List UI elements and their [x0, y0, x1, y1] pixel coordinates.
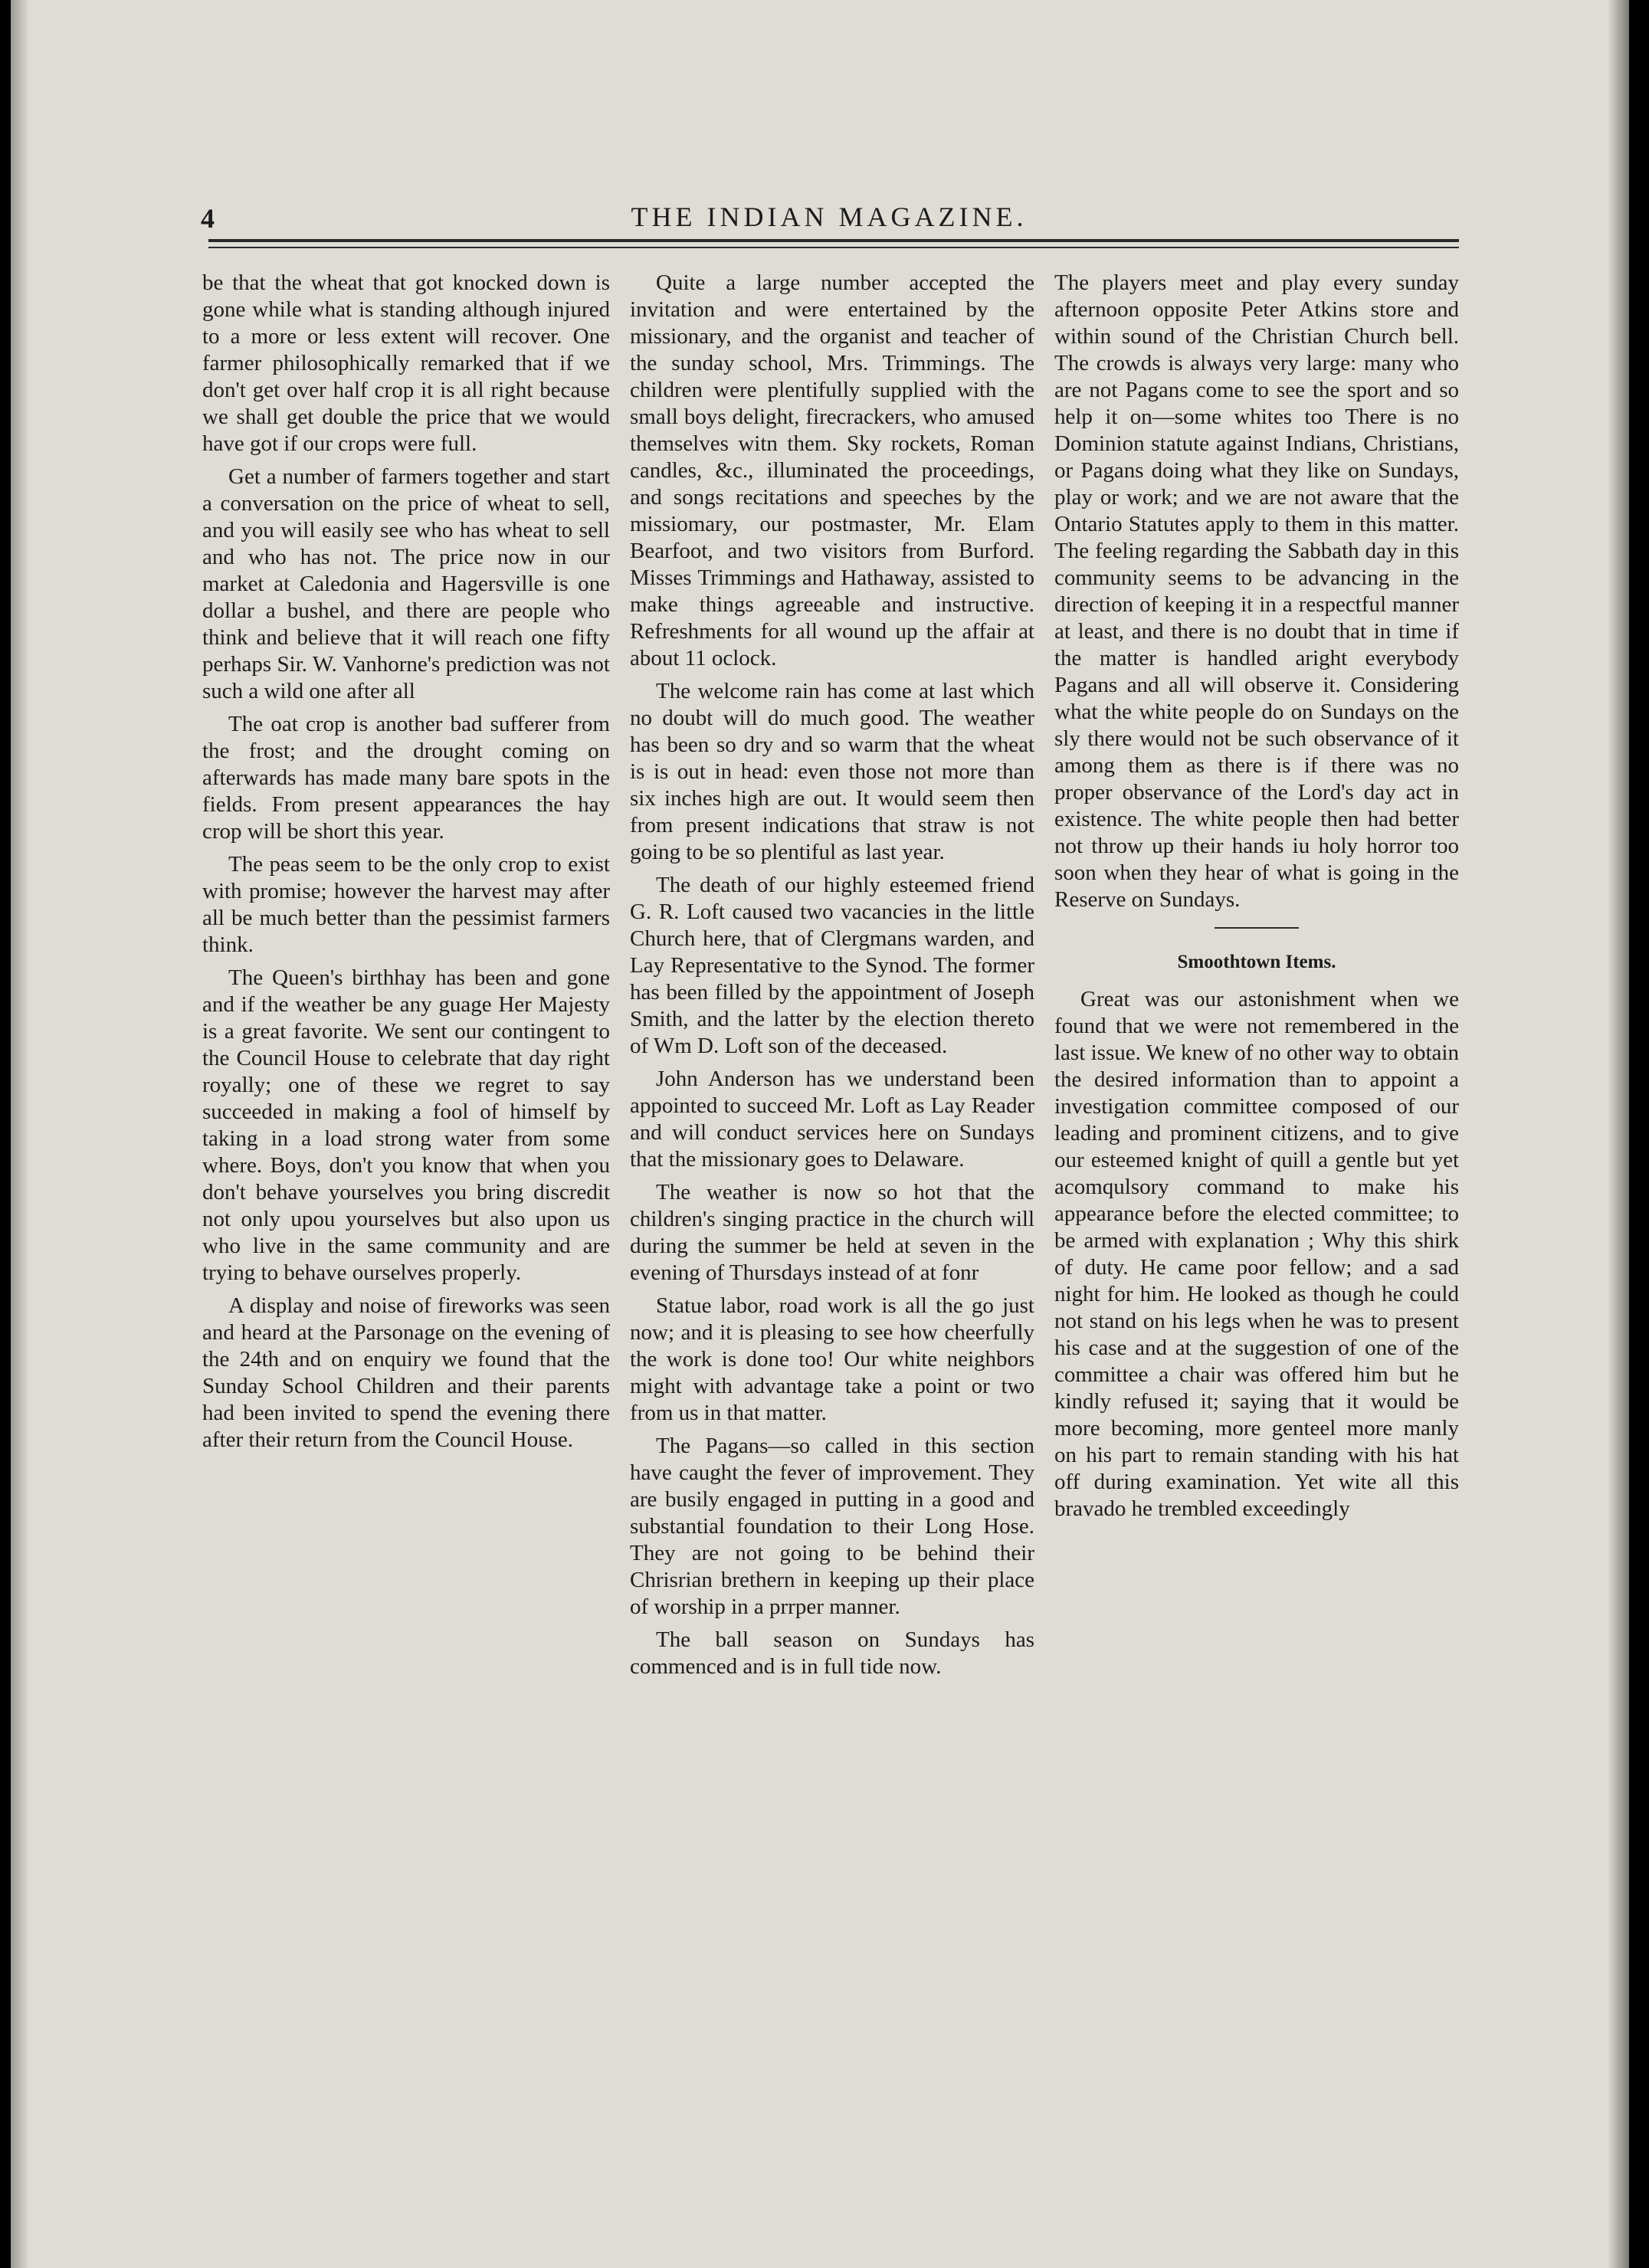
paragraph: The weather is now so hot that the children's singing practice in the church will during the summer be held at seven in the evening of Thursdays instead of at fonr — [630, 1180, 1034, 1285]
header-rule — [208, 239, 1459, 248]
paragraph: The Pagans—so called in this section have caught the fever of improvement. They are busily engaged in putting in a good and substantial foundation to their Long Hose. They are not going to be behind their Chrisrian brethern in keeping up their place of worship in a prrper manner. — [630, 1434, 1034, 1619]
column-left — [202, 270, 610, 1460]
paragraph: The peas seem to be the only crop to exist with promise; however the harvest may after all be much better than the pessimist farmers think. — [202, 852, 610, 957]
paragraph: The ball season on Sundays has commenced and is in full tide now. — [630, 1627, 1034, 1679]
paragraph: The Queen's birthhay has been and gone and if the weather be any guage Her Majesty is a great favorite. We sent our contingent to the Council House to celebrate that day right royally; one of these we regret to say succeeded in making a fool of himself by taking in a load strong water from some where. Boys, don't you know that when you don't behave yourselves you bring discredit not only upou yourselves but also upon us who live in the same community and are trying to behave ourselves properly. — [202, 965, 610, 1285]
paragraph: Great was our astonishment when we found that we were not remembered in the last issue. We knew of no other way to obtain the desired information than to appoint a investigation committee composed of our leading and prominent citizens, and to give our esteemed knight of quill a gentle but yet acomqulsory command to make his appearance before the elected committee; to be armed with explanation ; Why this shirk of duty. He came poor fellow; and a sad night for him. He looked as though he could not stand on his legs when he was to present his case and at the suggestion of one of the committee a chair was offered him but he kindly refused it; saying that it would be more becoming, more genteel more manly on his part to remain standing with his hat off during examination. Yet wite all this bravado he trembled exceedingly — [1054, 987, 1459, 1521]
paragraph: The death of our highly esteemed friend G. R. Loft caused two vacancies in the little Church here, that of Clergmans warden, and Lay Representative to the Synod. The former has been filled by the appointment of Joseph Smith, and the latter by the election thereto of Wm D. Loft son of the deceased. — [630, 873, 1034, 1058]
paragraph: Statue labor, road work is all the go just now; and it is pleasing to see how cheerfully the work is done too! Our white neighbors might with advantage take a point or two from us in that matter. — [630, 1293, 1034, 1425]
paragraph: The players meet and play every sunday afternoon opposite Peter Atkins store and within sound of the Christian Church bell. The crowds is always very large: many who are not Pagans come to see the sport and so help it on—some whites too There is no Dominion statute against Indians, Christians, or Pagans doing what they like on Sundays, play or work; and we are not aware that the Ontario Statutes apply to them in this matter. The feeling regarding the Sabbath day in this community seems to be advancing in the direction of keeping it in a respectful manner at least, and there is no doubt that in time if the matter is handled aright everybody Pagans and all will observe it. Considering what the white people do on Sundays on the sly there would not be such observance of it among them as there is if there was no proper observance of the Lord's day act in existence. The white people then had better not throw up their hands iu holy horror too soon when they hear of what is going in the Reserve on Sundays. — [1054, 270, 1459, 912]
paragraph: be that the wheat that got knocked down is gone while what is standing although injured to a more or less extent will recover. One farmer philosophically remarked that if we don't get over half crop it is all right because we shall get double the price that we would have got if our crops were full. — [202, 270, 610, 456]
paragraph: The welcome rain has come at last which no doubt will do much good. The weather has been so dry and so warm that the wheat is is out in head: even those not more than six inches high are out. It would seem then from present indications that straw is not going to be so plentiful as last year. — [630, 679, 1034, 864]
paragraph: Quite a large number accepted the invitation and were entertained by the missionary, and the organist and teacher of the sunday school, Mrs. Trimmings. The children were plentifully supplied with the small boys delight, firecrackers, who amused themselves witn them. Sky rockets, Roman candles, &c., illuminated the proceedings, and songs recitations and speeches by the missiomary, our postmaster, Mr. Elam Bearfoot, and two visitors from Burford. Misses Trimmings and Hathaway, assisted to make things agreeable and instructive. Refreshments for all wound up the affair at about 11 oclock. — [630, 270, 1034, 670]
section-divider — [1215, 927, 1299, 929]
magazine-title: THE INDIAN MAGAZINE. — [631, 202, 1028, 232]
paragraph: A display and noise of fireworks was seen and heard at the Parsonage on the evening of the 24th and on enquiry we found that the Sunday School Children and their parents had been invited to spend the evening there after their return from the Council House. — [202, 1293, 610, 1452]
paragraph: Get a number of farmers together and start a conversation on the price of wheat to sell, and you will easily see who has wheat to sell and who has not. The price now in our market at Caledonia and Hagersville is one dollar a bushel, and there are people who think and believe that it will reach one fifty perhaps Sir. W. Vanhorne's prediction was not such a wild one after all — [202, 464, 610, 703]
page-number: 4 — [201, 203, 215, 234]
page-header — [193, 201, 1465, 234]
paragraph: John Anderson has we understand been appointed to succeed Mr. Loft as Lay Reader and will conduct services here on Sundays that the missionary goes to Delaware. — [630, 1067, 1034, 1172]
section-heading: Smoothtown Items. — [1177, 952, 1336, 972]
magazine-page — [11, 0, 1629, 2268]
column-right — [1054, 270, 1459, 1529]
paragraph: The oat crop is another bad sufferer from the frost; and the drought coming on afterwards has made many bare spots in the fields. From present appearances the hay crop will be short this year. — [202, 712, 610, 844]
column-middle — [630, 270, 1034, 1686]
